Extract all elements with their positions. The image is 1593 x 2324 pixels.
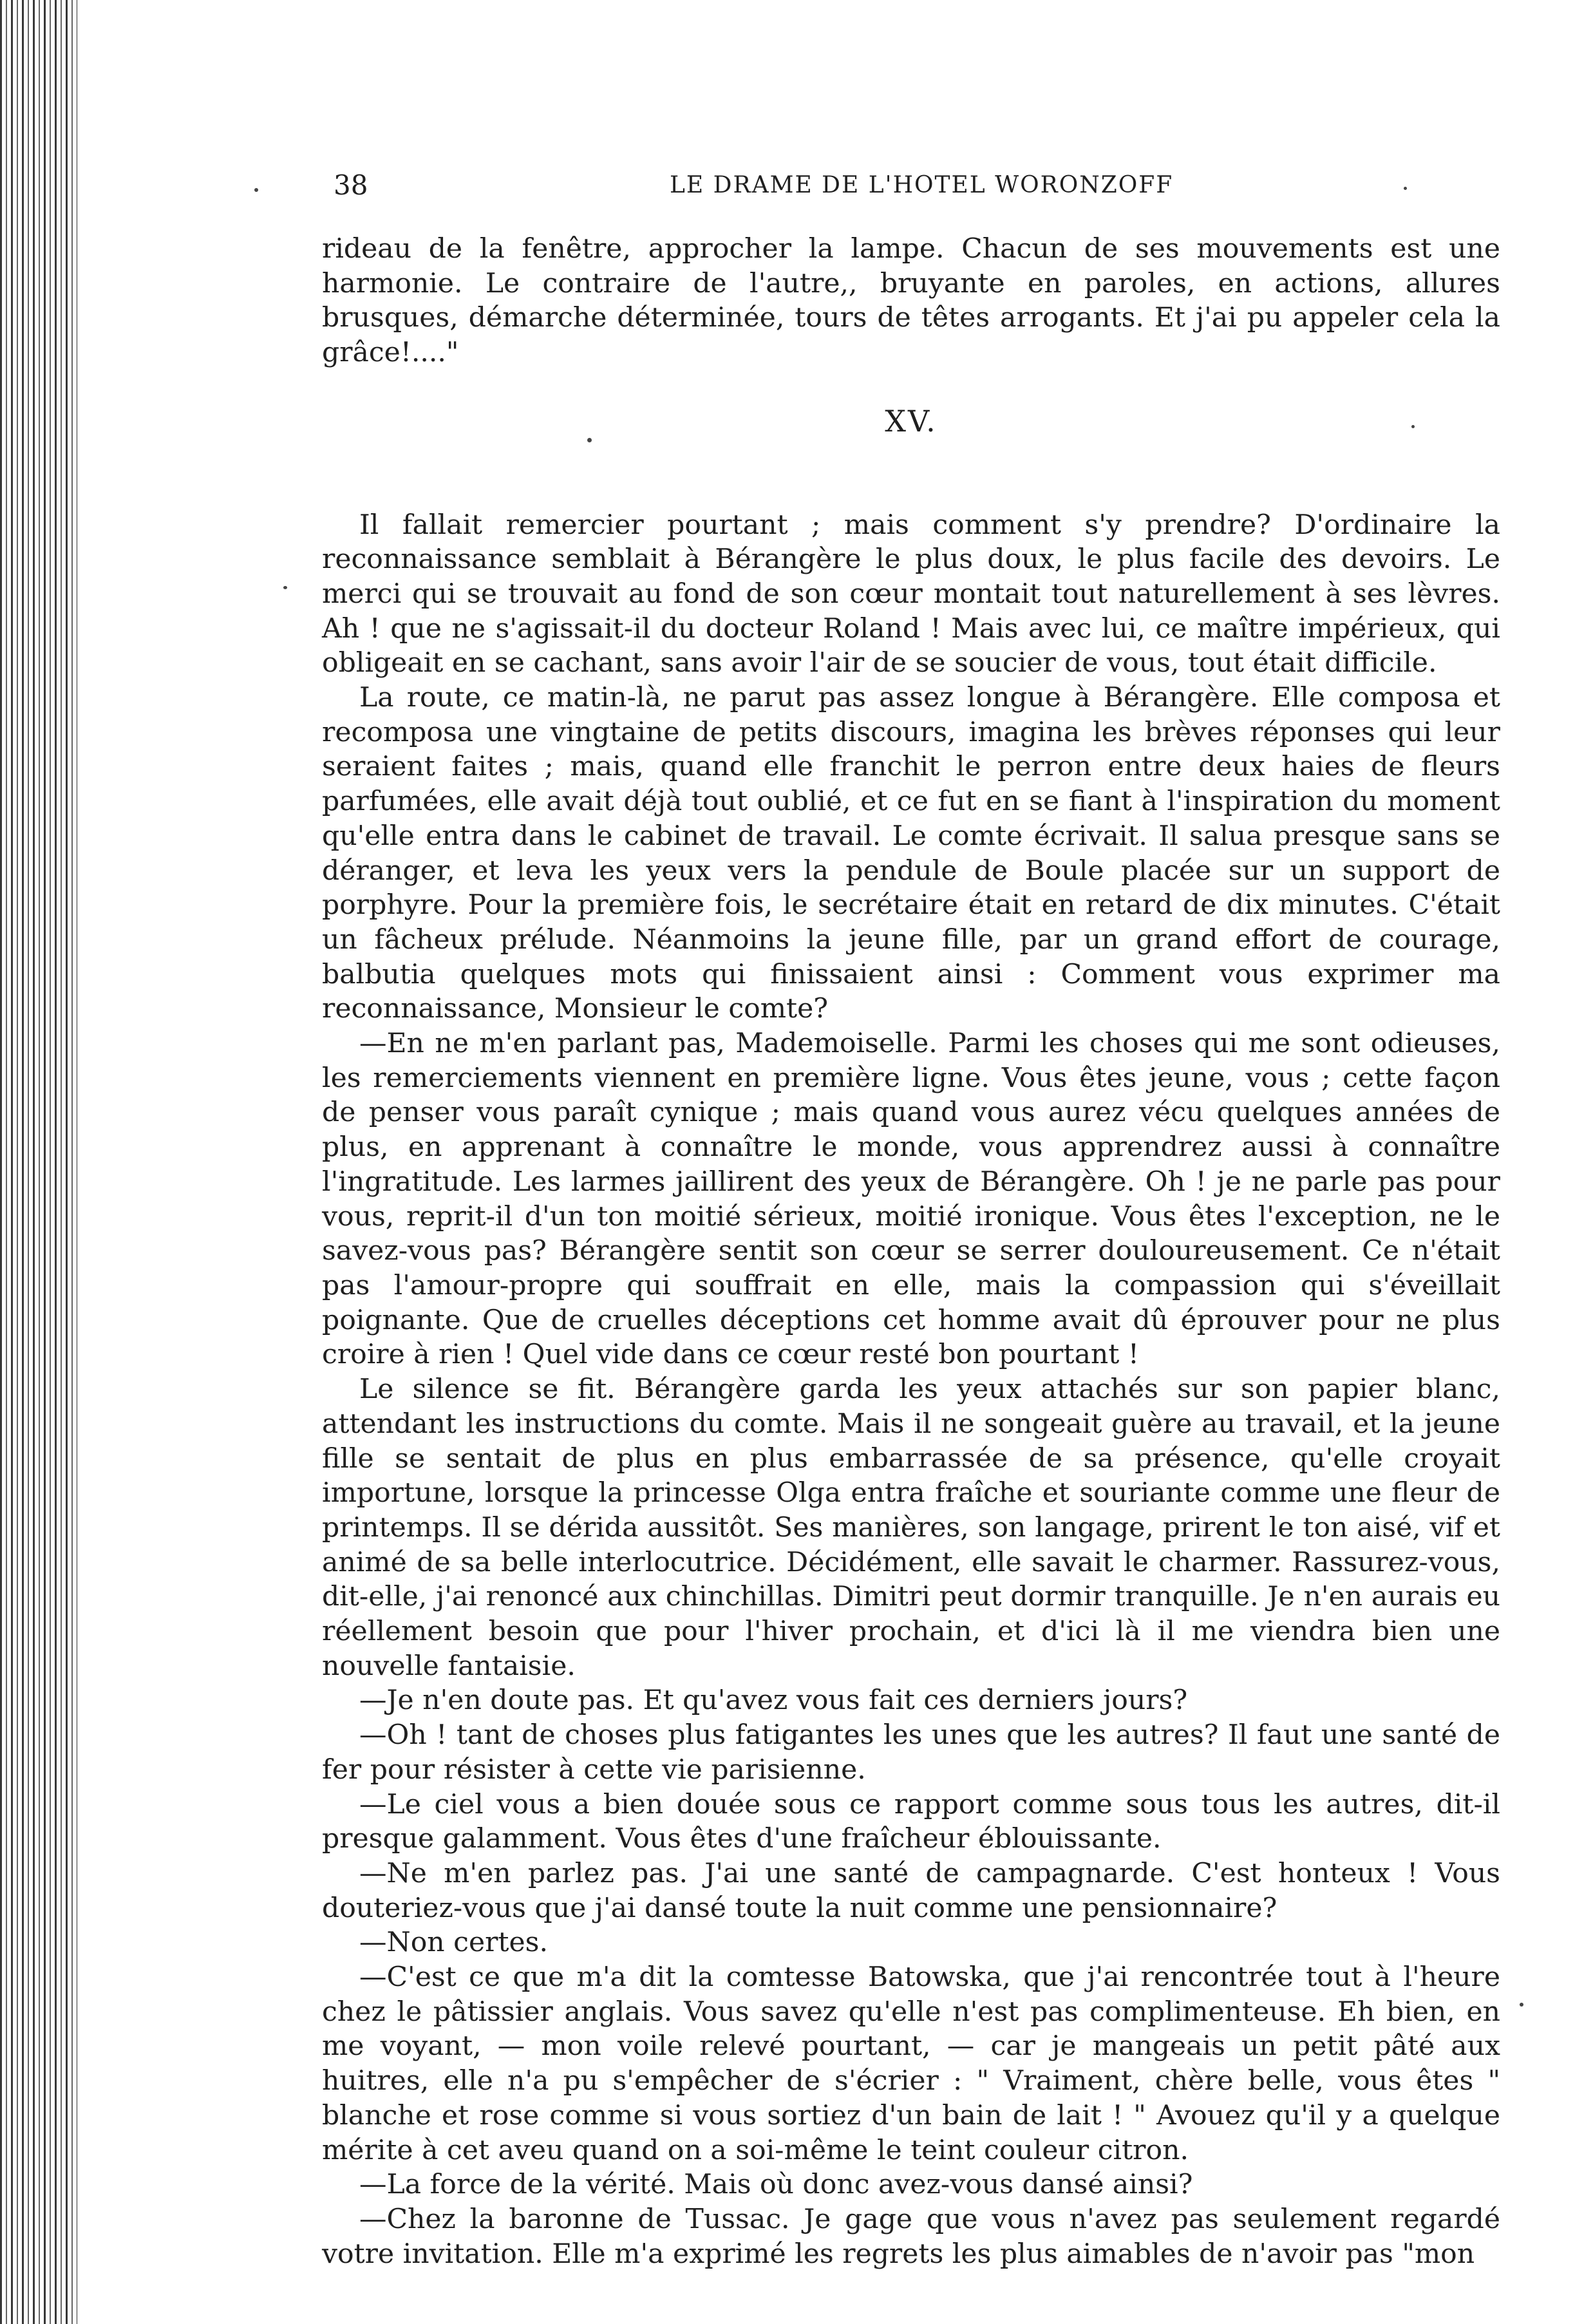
paragraph: Il fallait remercier pourtant ; mais comment s'y prendre? D'ordinaire la reconnaissance semblait à Bérangère le plus doux, le plus facile des devoirs. Le merci qui se trouvait au fond de son cœur montait tout naturellement à ses lèvres. Ah ! que ne s'agissait-il du docteur Roland ! Mais avec lui, ce maître impérieux, qui obligeait en se cachant, sans avoir l'air de se soucier de vous, tout était difficile.: [322, 509, 1500, 679]
chapter-heading: XV.: [885, 403, 938, 439]
paragraph: —Ne m'en parlez pas. J'ai une santé de campagnarde. C'est honteux ! Vous douteriez-vous que j'ai dansé toute la nuit comme une pensionnaire?: [322, 1857, 1500, 1924]
paragraph: —En ne m'en parlant pas, Mademoiselle. Parmi les choses qui me sont odieuses, les remerciements viennent en première ligne. Vous êtes jeune, vous ; cette façon de penser vous paraît cynique ; mais quand vous aurez vécu quelques années de plus, en apprenant à connaître le monde, vous apprendrez aussi à connaître l'ingratitude. Les larmes jaillirent des yeux de Bérangère. Oh ! je ne parle pas pour vous, reprit-il d'un ton moitié sérieux, moitié ironique. Vous êtes l'exception, ne le savez-vous pas? Bérangère sentit son cœur se serrer douloureusement. Ce n'était pas l'amour-propre qui souffrait en elle, mais la compassion qui s'éveillait poignante. Que de cruelles déceptions cet homme avait dû éprouver pour ne plus croire à rien ! Quel vide dans ce cœur resté bon pourtant !: [322, 1028, 1500, 1371]
paragraph: rideau de la fenêtre, approcher la lampe. Chacun de ses mouvements est une harmonie. Le contraire de l'autre,, bruyante en paroles, en actions, allures brusques, démarche déterminée, tours de têtes arrogants. Et j'ai pu appeler cela la grâce!....": [322, 233, 1500, 369]
print-speck: [1411, 425, 1415, 428]
paragraph: —Le ciel vous a bien douée sous ce rapport comme sous tous les autres, dit-il presque galamment. Vous êtes d'une fraîcheur éblouissante.: [322, 1788, 1500, 1855]
paragraph: —Je n'en doute pas. Et qu'avez vous fait ces derniers jours?: [359, 1685, 1188, 1717]
print-speck: [254, 188, 258, 192]
paragraph: La route, ce matin-là, ne parut pas assez longue à Bérangère. Elle composa et recomposa une vingtaine de petits discours, imagina les brèves réponses qui leur seraient faites ; mais, quand elle franchit le perron entre deux haies de fleurs parfumées, elle avait déjà tout oublié, et ce fut en se fiant à l'inspiration du moment qu'elle entra dans le cabinet de travail. Le comte écrivait. Il salua presque sans se déranger, et leva les yeux vers la pendule de Boule placée sur un support de porphyre. Pour la première fois, le secrétaire était en retard de dix minutes. C'était un fâcheux prélude. Néanmoins la jeune fille, par un grand effort de courage, balbutia quelques mots qui finissaient ainsi : Comment vous exprimer ma reconnaissance, Monsieur le comte?: [322, 682, 1500, 1025]
book-binding-edge: [0, 0, 77, 2324]
paragraph: Le silence se fit. Bérangère garda les yeux attachés sur son papier blanc, attendant les instructions du comte. Mais il ne songeait guère au travail, et la jeune fille se sentait de plus en plus embarrassée de sa présence, qu'elle croyait importune, lorsque la princesse Olga entra fraîche et souriante comme une fleur de printemps. Il se dérida aussitôt. Ses manières, son langage, prirent le ton aisé, vif et animé de sa belle interlocutrice. Décidément, elle savait le charmer. Rassurez-vous, dit-elle, j'ai renoncé aux chinchillas. Dimitri peut dormir tranquille. Je n'en aurais eu réellement besoin que pour l'hiver prochain, et d'ici là il me viendra bien une nouvelle fantaisie.: [322, 1374, 1500, 1682]
print-speck: [1404, 187, 1407, 190]
paragraph: —C'est ce que m'a dit la comtesse Batowska, que j'ai rencontrée tout à l'heure chez le pâtissier anglais. Vous savez qu'elle n'est pas complimenteuse. Eh bien, en me voyant, — mon voile relevé pourtant, — car je mangeais un petit pâté aux huitres, elle n'a pu s'empêcher de s'écrier : " Vraiment, chère belle, vous êtes " blanche et rose comme si vous sortiez d'un bain de lait ! " Avouez qu'il y a quelque mérite à cet aveu quand on a soi-même le teint couleur citron.: [322, 1961, 1500, 2166]
print-speck: [587, 438, 592, 442]
paragraph: —La force de la vérité. Mais où donc avez-vous dansé ainsi?: [359, 2169, 1193, 2201]
print-speck: [1520, 2003, 1523, 2007]
paragraph: —Oh ! tant de choses plus fatigantes les unes que les autres? Il faut une santé de fer pour résister à cette vie parisienne.: [322, 1719, 1500, 1786]
page-number: 38: [334, 169, 368, 201]
paragraph: —Chez la baronne de Tussac. Je gage que vous n'avez pas seulement regardé votre invitation. Elle m'a exprimé les regrets les plus aimables de n'avoir pas "mon: [322, 2203, 1500, 2270]
running-head: LE DRAME DE L'HOTEL WORONZOFF: [670, 172, 1174, 198]
print-speck: [283, 586, 287, 589]
paragraph: —Non certes.: [359, 1927, 548, 1959]
page-header: [322, 166, 1513, 211]
page-body: [322, 232, 1500, 2271]
